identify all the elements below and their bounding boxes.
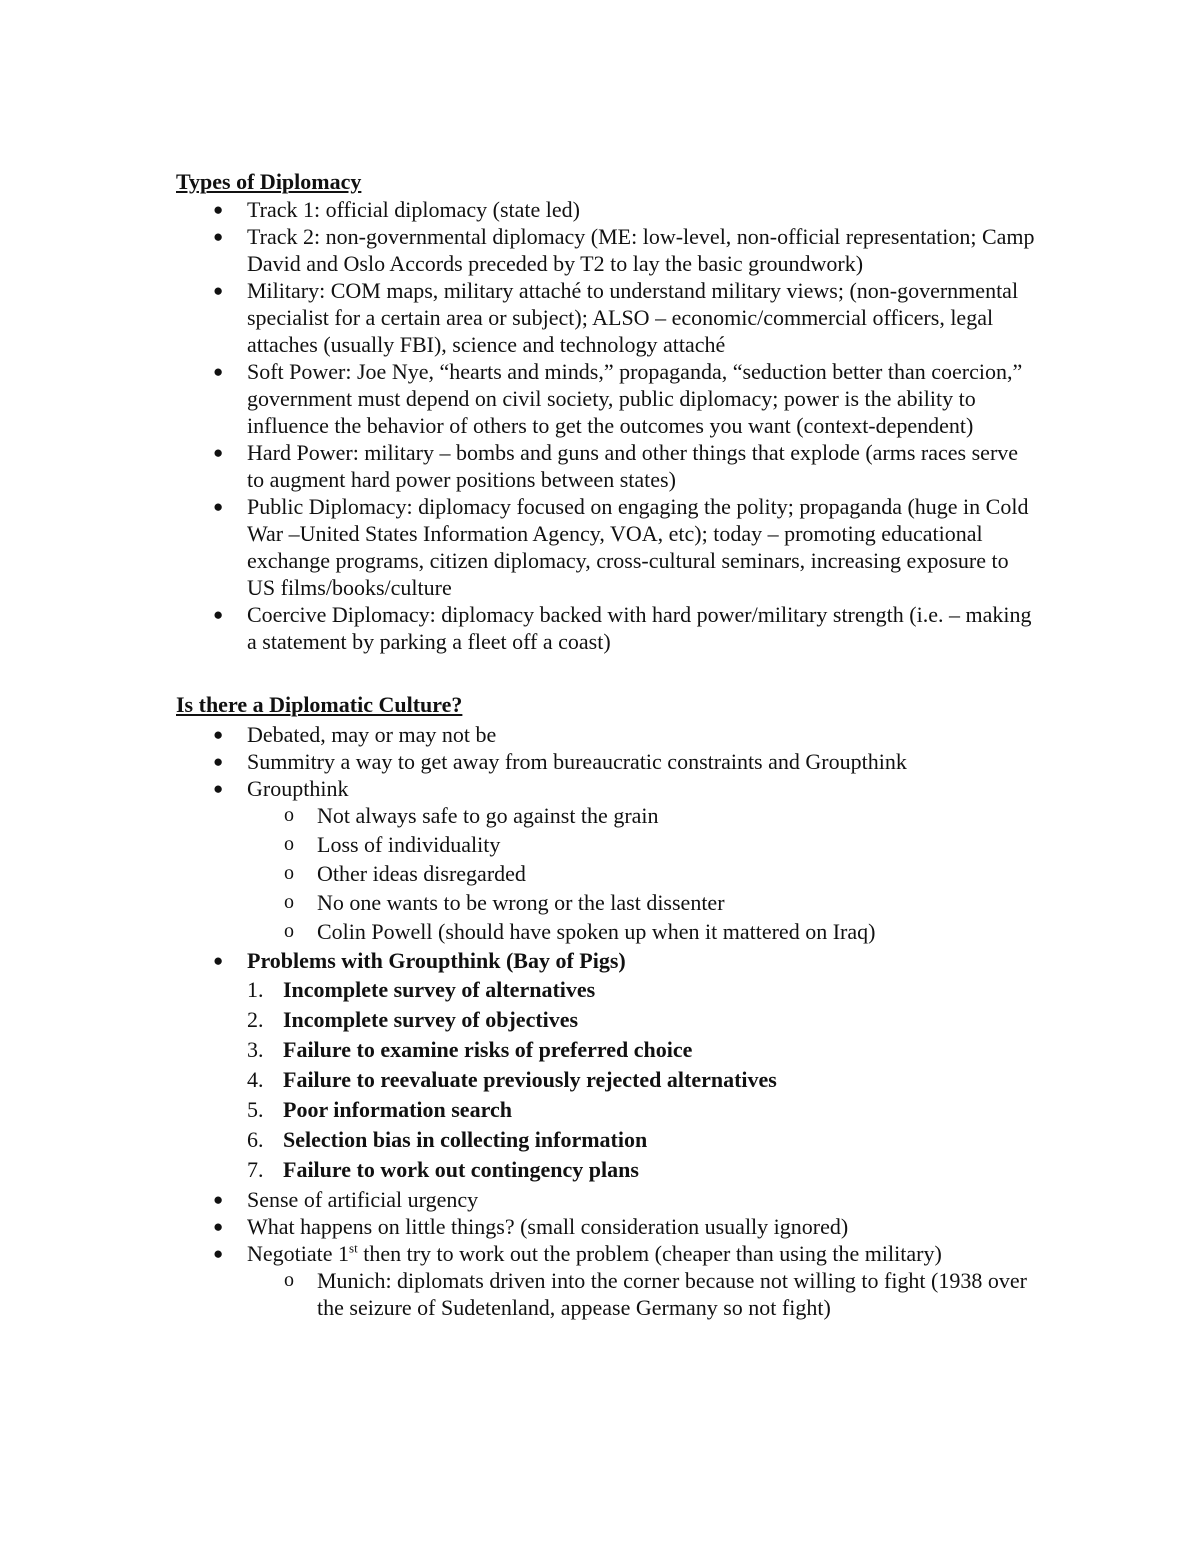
bullet-list (176, 1186, 1036, 1240)
bullet-icon: ● (213, 227, 224, 246)
numbered-item (176, 1036, 1036, 1066)
circle-bullet-icon: o (284, 1269, 294, 1291)
list-item-text: Summitry a way to get away from bureaucratic constraints and Groupthink (247, 749, 907, 774)
numbered-item (176, 1156, 1036, 1186)
list-item-text: Problems with Groupthink (Bay of Pigs) (247, 948, 626, 973)
item-number: 7. (247, 1157, 264, 1182)
list-item (176, 1267, 1036, 1321)
circle-bullet-icon: o (284, 920, 294, 942)
list-item-text: No one wants to be wrong or the last dissenter (317, 890, 725, 915)
list-item-text: What happens on little things? (small consideration usually ignored) (247, 1214, 849, 1239)
list-item (176, 358, 1036, 439)
bullet-icon: ● (213, 443, 224, 462)
list-item-text: Failure to work out contingency plans (283, 1157, 639, 1182)
list-item (176, 1213, 1036, 1240)
list-item (176, 601, 1036, 655)
list-item-text: Loss of individuality (317, 832, 501, 857)
bullet-icon: ● (213, 1217, 224, 1236)
list-item-text: Hard Power: military – bombs and guns and other things that explode (arms races serve to augment hard power positions between states) (247, 440, 1019, 492)
list-item-text: Military: COM maps, military attaché to understand military views; (non-governmental specialist for a certain area or subject); ALSO – economic/commercial officers, legal attaches (usually FBI), science and technology attaché (247, 278, 1019, 357)
list-item-text: Coercive Diplomacy: diplomacy backed with hard power/military strength (i.e. – making a statement by parking a fleet off a coast) (247, 602, 1032, 654)
list-item-text: Groupthink (247, 776, 349, 801)
list-item-text: Soft Power: Joe Nye, “hearts and minds,” propaganda, “seduction better than coercion,” government must depend on civil society, public diplomacy; power is the ability to influence the behavior of others to get the outcomes you want (context-dependent) (247, 359, 1023, 438)
list-item (176, 493, 1036, 601)
bullet-icon: ● (213, 605, 224, 624)
superscript: st (349, 1240, 358, 1256)
bullet-list (176, 1240, 1036, 1267)
list-item (176, 889, 1036, 918)
list-item-text: Failure to examine risks of preferred choice (283, 1037, 693, 1062)
section-heading: Types of Diplomacy (176, 169, 362, 194)
circle-bullet-icon: o (284, 862, 294, 884)
list-item (176, 439, 1036, 493)
item-number: 4. (247, 1067, 264, 1092)
item-number: 5. (247, 1097, 264, 1122)
list-item (176, 918, 1036, 947)
list-item (176, 947, 1036, 976)
list-item-text: Incomplete survey of alternatives (283, 977, 596, 1002)
list-item-text: Sense of artificial urgency (247, 1187, 479, 1212)
bullet-icon: ● (213, 752, 224, 771)
list-item (176, 721, 1036, 748)
bullet-icon: ● (213, 951, 224, 970)
bullet-icon: ● (213, 497, 224, 516)
bullet-icon: ● (213, 1244, 224, 1263)
numbered-list (176, 976, 1036, 1186)
sub-bullet-list (176, 802, 1036, 947)
sub-bullet-list (176, 1267, 1036, 1321)
bullet-icon: ● (213, 281, 224, 300)
circle-bullet-icon: o (284, 891, 294, 913)
item-number: 1. (247, 977, 264, 1002)
bullet-icon: ● (213, 362, 224, 381)
bullet-list (176, 196, 1036, 655)
bullet-list (176, 947, 1036, 976)
list-item (176, 196, 1036, 223)
item-number: 2. (247, 1007, 264, 1032)
list-item (176, 223, 1036, 277)
list-item (176, 831, 1036, 860)
list-item-text: Debated, may or may not be (247, 722, 497, 747)
section-heading: Is there a Diplomatic Culture? (176, 692, 463, 717)
numbered-item (176, 1006, 1036, 1036)
list-item-text: Selection bias in collecting information (283, 1127, 648, 1152)
list-item-text: Track 2: non-governmental diplomacy (ME: low-level, non-official representation; Camp David and Oslo Accords preceded by T2 to lay the basic groundwork) (247, 224, 1035, 276)
bullet-icon: ● (213, 725, 224, 744)
list-item-text: Incomplete survey of objectives (283, 1007, 579, 1032)
list-item-text: Negotiate 1 (247, 1241, 350, 1266)
bullet-icon: ● (213, 779, 224, 798)
list-item-text: Not always safe to go against the grain (317, 803, 659, 828)
item-number: 6. (247, 1127, 264, 1152)
list-item (176, 802, 1036, 831)
list-item-text: Poor information search (283, 1097, 512, 1122)
document-page (176, 168, 1036, 1321)
list-item (176, 775, 1036, 802)
circle-bullet-icon: o (284, 833, 294, 855)
bullet-list (176, 721, 1036, 802)
circle-bullet-icon: o (284, 804, 294, 826)
list-item-text: Track 1: official diplomacy (state led) (247, 197, 580, 222)
list-item-text: Other ideas disregarded (317, 861, 526, 886)
numbered-item (176, 1096, 1036, 1126)
item-number: 3. (247, 1037, 264, 1062)
bullet-icon: ● (213, 200, 224, 219)
list-item (176, 1186, 1036, 1213)
list-item (176, 277, 1036, 358)
numbered-item (176, 976, 1036, 1006)
list-item (176, 860, 1036, 889)
list-item-text: Munich: diplomats driven into the corner because not willing to fight (1938 over the seizure of Sudetenland, appease Germany so not fight) (317, 1268, 1027, 1320)
list-item-text: Failure to reevaluate previously rejected alternatives (283, 1067, 777, 1092)
list-item (176, 748, 1036, 775)
bullet-icon: ● (213, 1190, 224, 1209)
numbered-item (176, 1126, 1036, 1156)
list-item (176, 1240, 1036, 1267)
numbered-item (176, 1066, 1036, 1096)
list-item-text: then try to work out the problem (cheaper than using the military) (357, 1241, 942, 1266)
list-item-text: Public Diplomacy: diplomacy focused on engaging the polity; propaganda (huge in Cold War –United States Information Agency, VOA, etc); today – promoting educational exchange programs, citizen diplomacy, cross-cultural seminars, increasing exposure to US films/books/culture (247, 494, 1029, 600)
list-item-text: Colin Powell (should have spoken up when it mattered on Iraq) (317, 919, 876, 944)
